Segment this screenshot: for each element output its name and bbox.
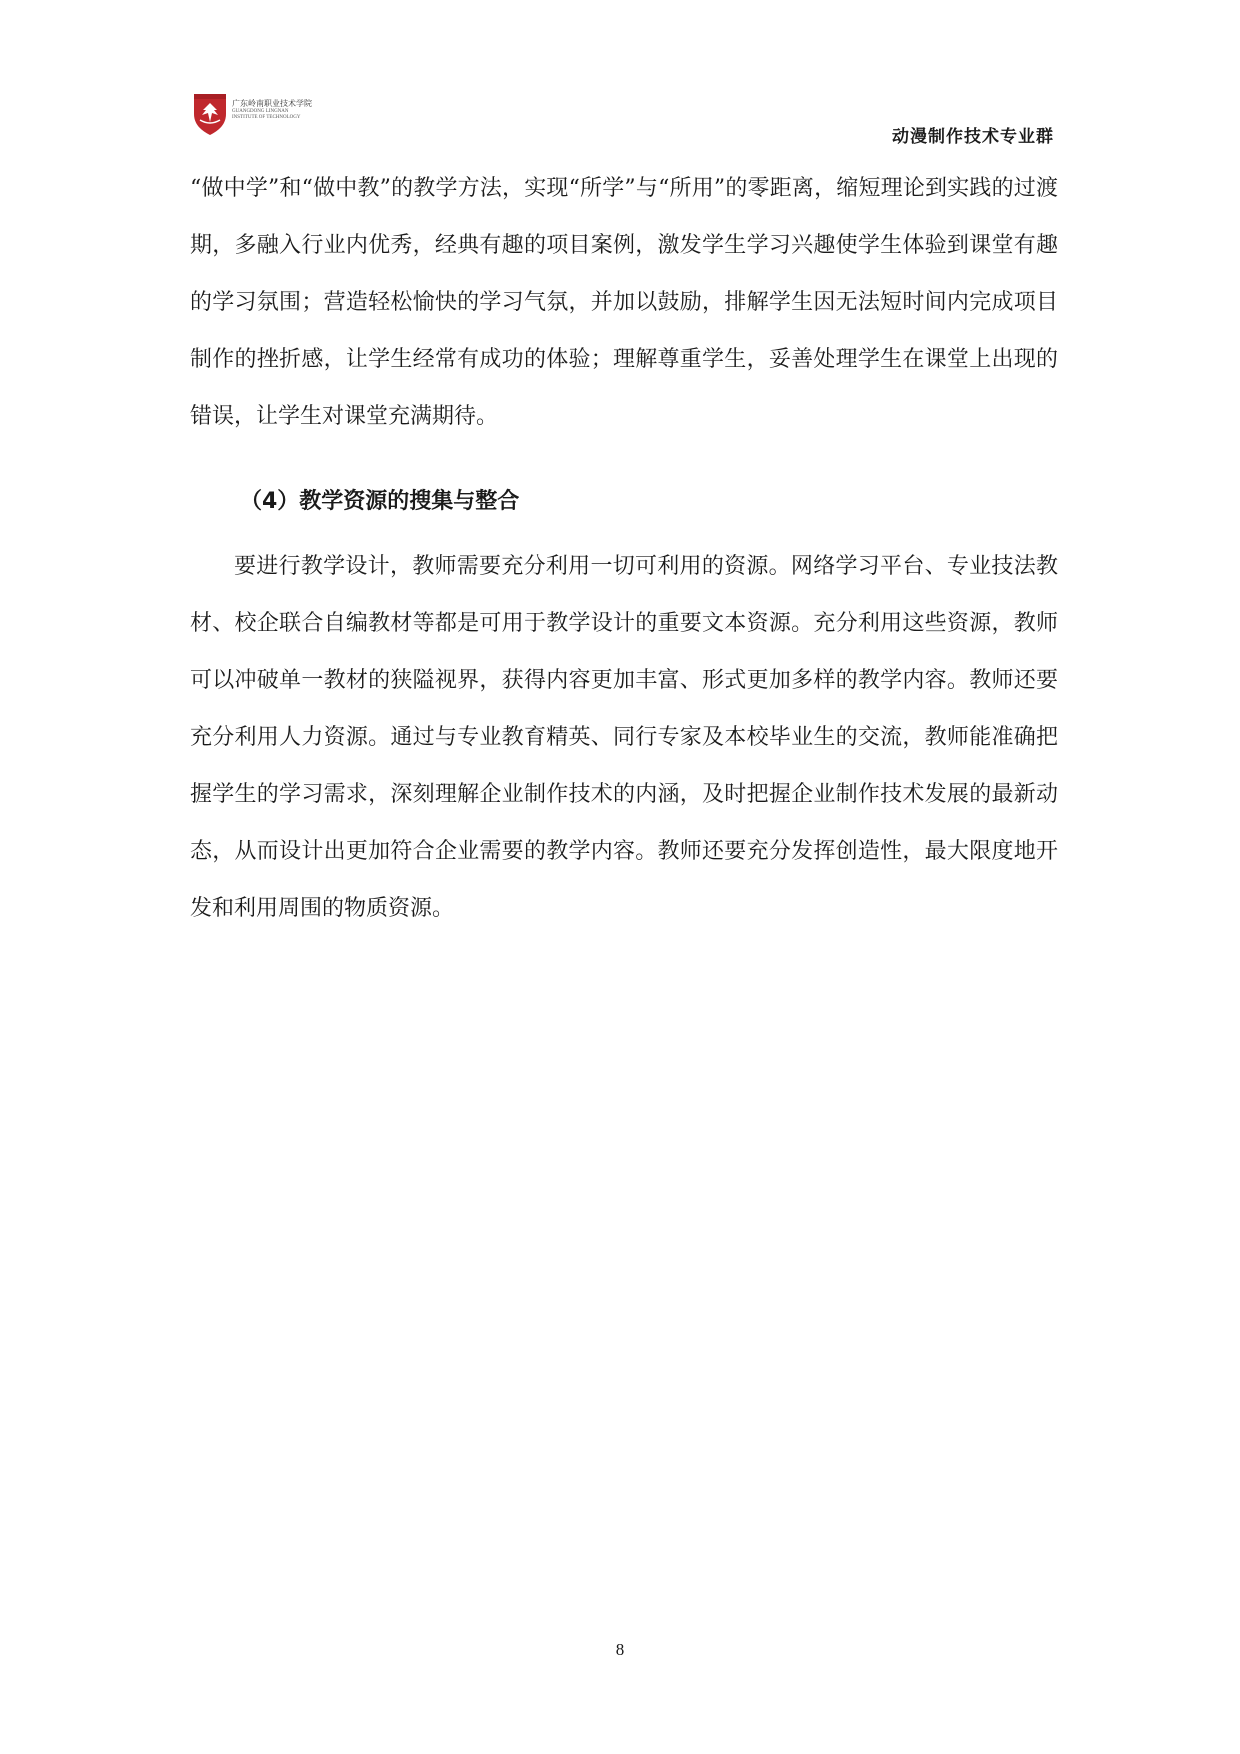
header-title: 动漫制作技术专业群 [892,127,1054,147]
logo-college-name-en: GUANGDONG LINGNAN INSTITUTE OF TECHNOLOGY [232,109,301,120]
page-number: 8 [615,1640,625,1659]
shield-emblem-icon [192,92,228,136]
college-logo [192,92,332,140]
section-heading: （4）教学资源的搜集与整合 [240,489,520,514]
logo-college-name: 广东岭南职业技术学院 [232,99,312,108]
paragraph-teaching-methods: “做中学”和“做中教”的教学方法，实现“所学”与“所用”的零距离，缩短理论到实践的过渡期，多融入行业内优秀，经典有趣的项目案例，激发学生学习兴趣使学生体验到课堂有趣的学习氛围；营造轻松愉快的学习气氛，并加以鼓励，排解学生因无法短时间内完成项目制作的挫折感，让学生经常有成功的体验；理解尊重学生，妥善处理学生在课堂上出现的错误，让学生对课堂充满期待。 [190,176,1058,429]
paragraph-teaching-resources: 要进行教学设计，教师需要充分利用一切可利用的资源。网络学习平台、专业技法教材、校企联合自编教材等都是可用于教学设计的重要文本资源。充分利用这些资源，教师可以冲破单一教材的狭隘视界，获得内容更加丰富、形式更加多样的教学内容。教师还要充分利用人力资源。通过与专业教育精英、同行专家及本校毕业生的交流，教师能准确把握学生的学习需求，深刻理解企业制作技术的内涵，及时把握企业制作技术发展的最新动态，从而设计出更加符合企业需要的教学内容。教师还要充分发挥创造性，最大限度地开发和利用周围的物质资源。 [190,554,1058,921]
